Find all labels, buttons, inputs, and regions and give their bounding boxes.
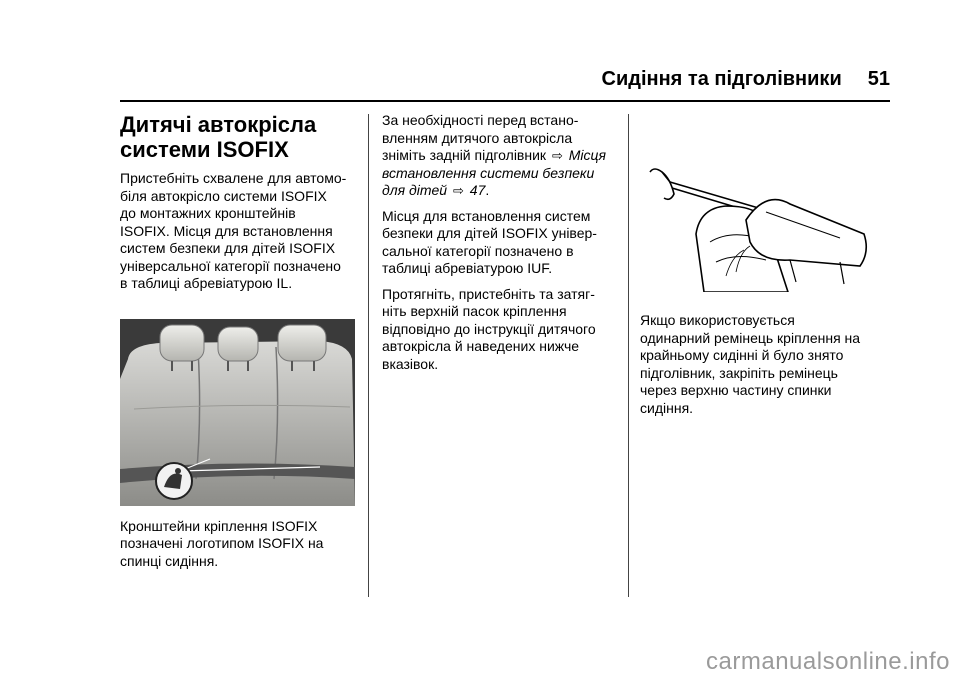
section-heading — [120, 112, 358, 162]
text-line: в таблиці абревіатурою IL. — [120, 275, 293, 291]
paragraph-top-tether — [382, 286, 618, 374]
text-line: для дітей — [382, 182, 448, 198]
heading-line: системи ISOFIX — [120, 137, 289, 162]
text-line: Якщо використовується — [640, 312, 795, 328]
paragraph-iuf — [382, 208, 618, 278]
text-line: Пристебніть схвалене для автомо- — [120, 170, 347, 186]
text-line: ISOFIX. Місця для встановлення — [120, 222, 333, 239]
text-line: таблиці абревіатурою IUF. — [382, 260, 553, 276]
text-line: крайньому сидінні й було знято — [640, 347, 844, 363]
text-line: автокрісла й наведених нижче — [382, 338, 580, 354]
reference-arrow-icon: ⇨ — [551, 148, 563, 163]
text-line: Кронштейни кріплення ISOFIX — [120, 517, 318, 534]
text-line: до монтажних кронштейнів — [120, 205, 296, 221]
reference-arrow-icon: ⇨ — [452, 183, 464, 198]
punctuation: . — [485, 182, 490, 198]
text-line: одинарний ремінець кріплення на — [640, 329, 861, 346]
text-line: безпеки для дітей ISOFIX універ- — [382, 225, 597, 241]
text-line: відповідно до інструкції дитячого — [382, 320, 596, 337]
column-1 — [120, 112, 358, 578]
paragraph-remove-headrest — [382, 112, 618, 200]
text-line: позначені логотипом ISOFIX на — [120, 535, 324, 551]
rear-seat-photo — [120, 319, 355, 506]
text-line: підголівник, закріпіть ремінець — [640, 364, 838, 381]
page-number: 51 — [867, 68, 890, 90]
photo-caption — [120, 518, 358, 571]
intro-paragraph — [120, 170, 358, 293]
text-line: вленням дитячого автокрісла — [382, 129, 573, 146]
text-line: сальної категорії позначено в — [382, 242, 574, 259]
text-line: зніміть задній підголівник — [382, 147, 547, 163]
text-line: систем безпеки для дітей ISOFIX — [120, 240, 336, 256]
text-line: сидіння. — [640, 399, 694, 416]
heading-line: Дитячі автокрісла — [120, 112, 317, 137]
text-line: Місця — [568, 147, 607, 163]
page-header — [560, 68, 890, 91]
text-line: універсальної категорії позначено — [120, 257, 341, 274]
text-line: ніть верхній пасок кріплення — [382, 303, 567, 319]
text-line: вказівок. — [382, 355, 439, 372]
text-line: За необхідності перед встано- — [382, 112, 579, 128]
text-line: через верхню частину спинки — [640, 382, 832, 398]
page-reference: 47 — [469, 182, 486, 198]
header-rule — [120, 100, 890, 102]
section-title: Сидіння та підголівники — [601, 68, 842, 90]
text-line: біля автокрісло системи ISOFIX — [120, 187, 327, 204]
column-3 — [640, 112, 872, 425]
watermark: carmanualsonline.info — [706, 648, 950, 675]
column-divider — [368, 114, 369, 597]
tether-strap-illustration — [640, 142, 872, 292]
text-line: Протягніть, пристебніть та затяг- — [382, 285, 595, 302]
column-2 — [382, 112, 618, 381]
paragraph-single-strap — [640, 312, 872, 417]
column-divider — [628, 114, 629, 597]
text-line: спинці сидіння. — [120, 552, 219, 569]
text-line: встановлення системи безпеки — [382, 164, 595, 181]
text-line: Місця для встановлення систем — [382, 207, 591, 224]
